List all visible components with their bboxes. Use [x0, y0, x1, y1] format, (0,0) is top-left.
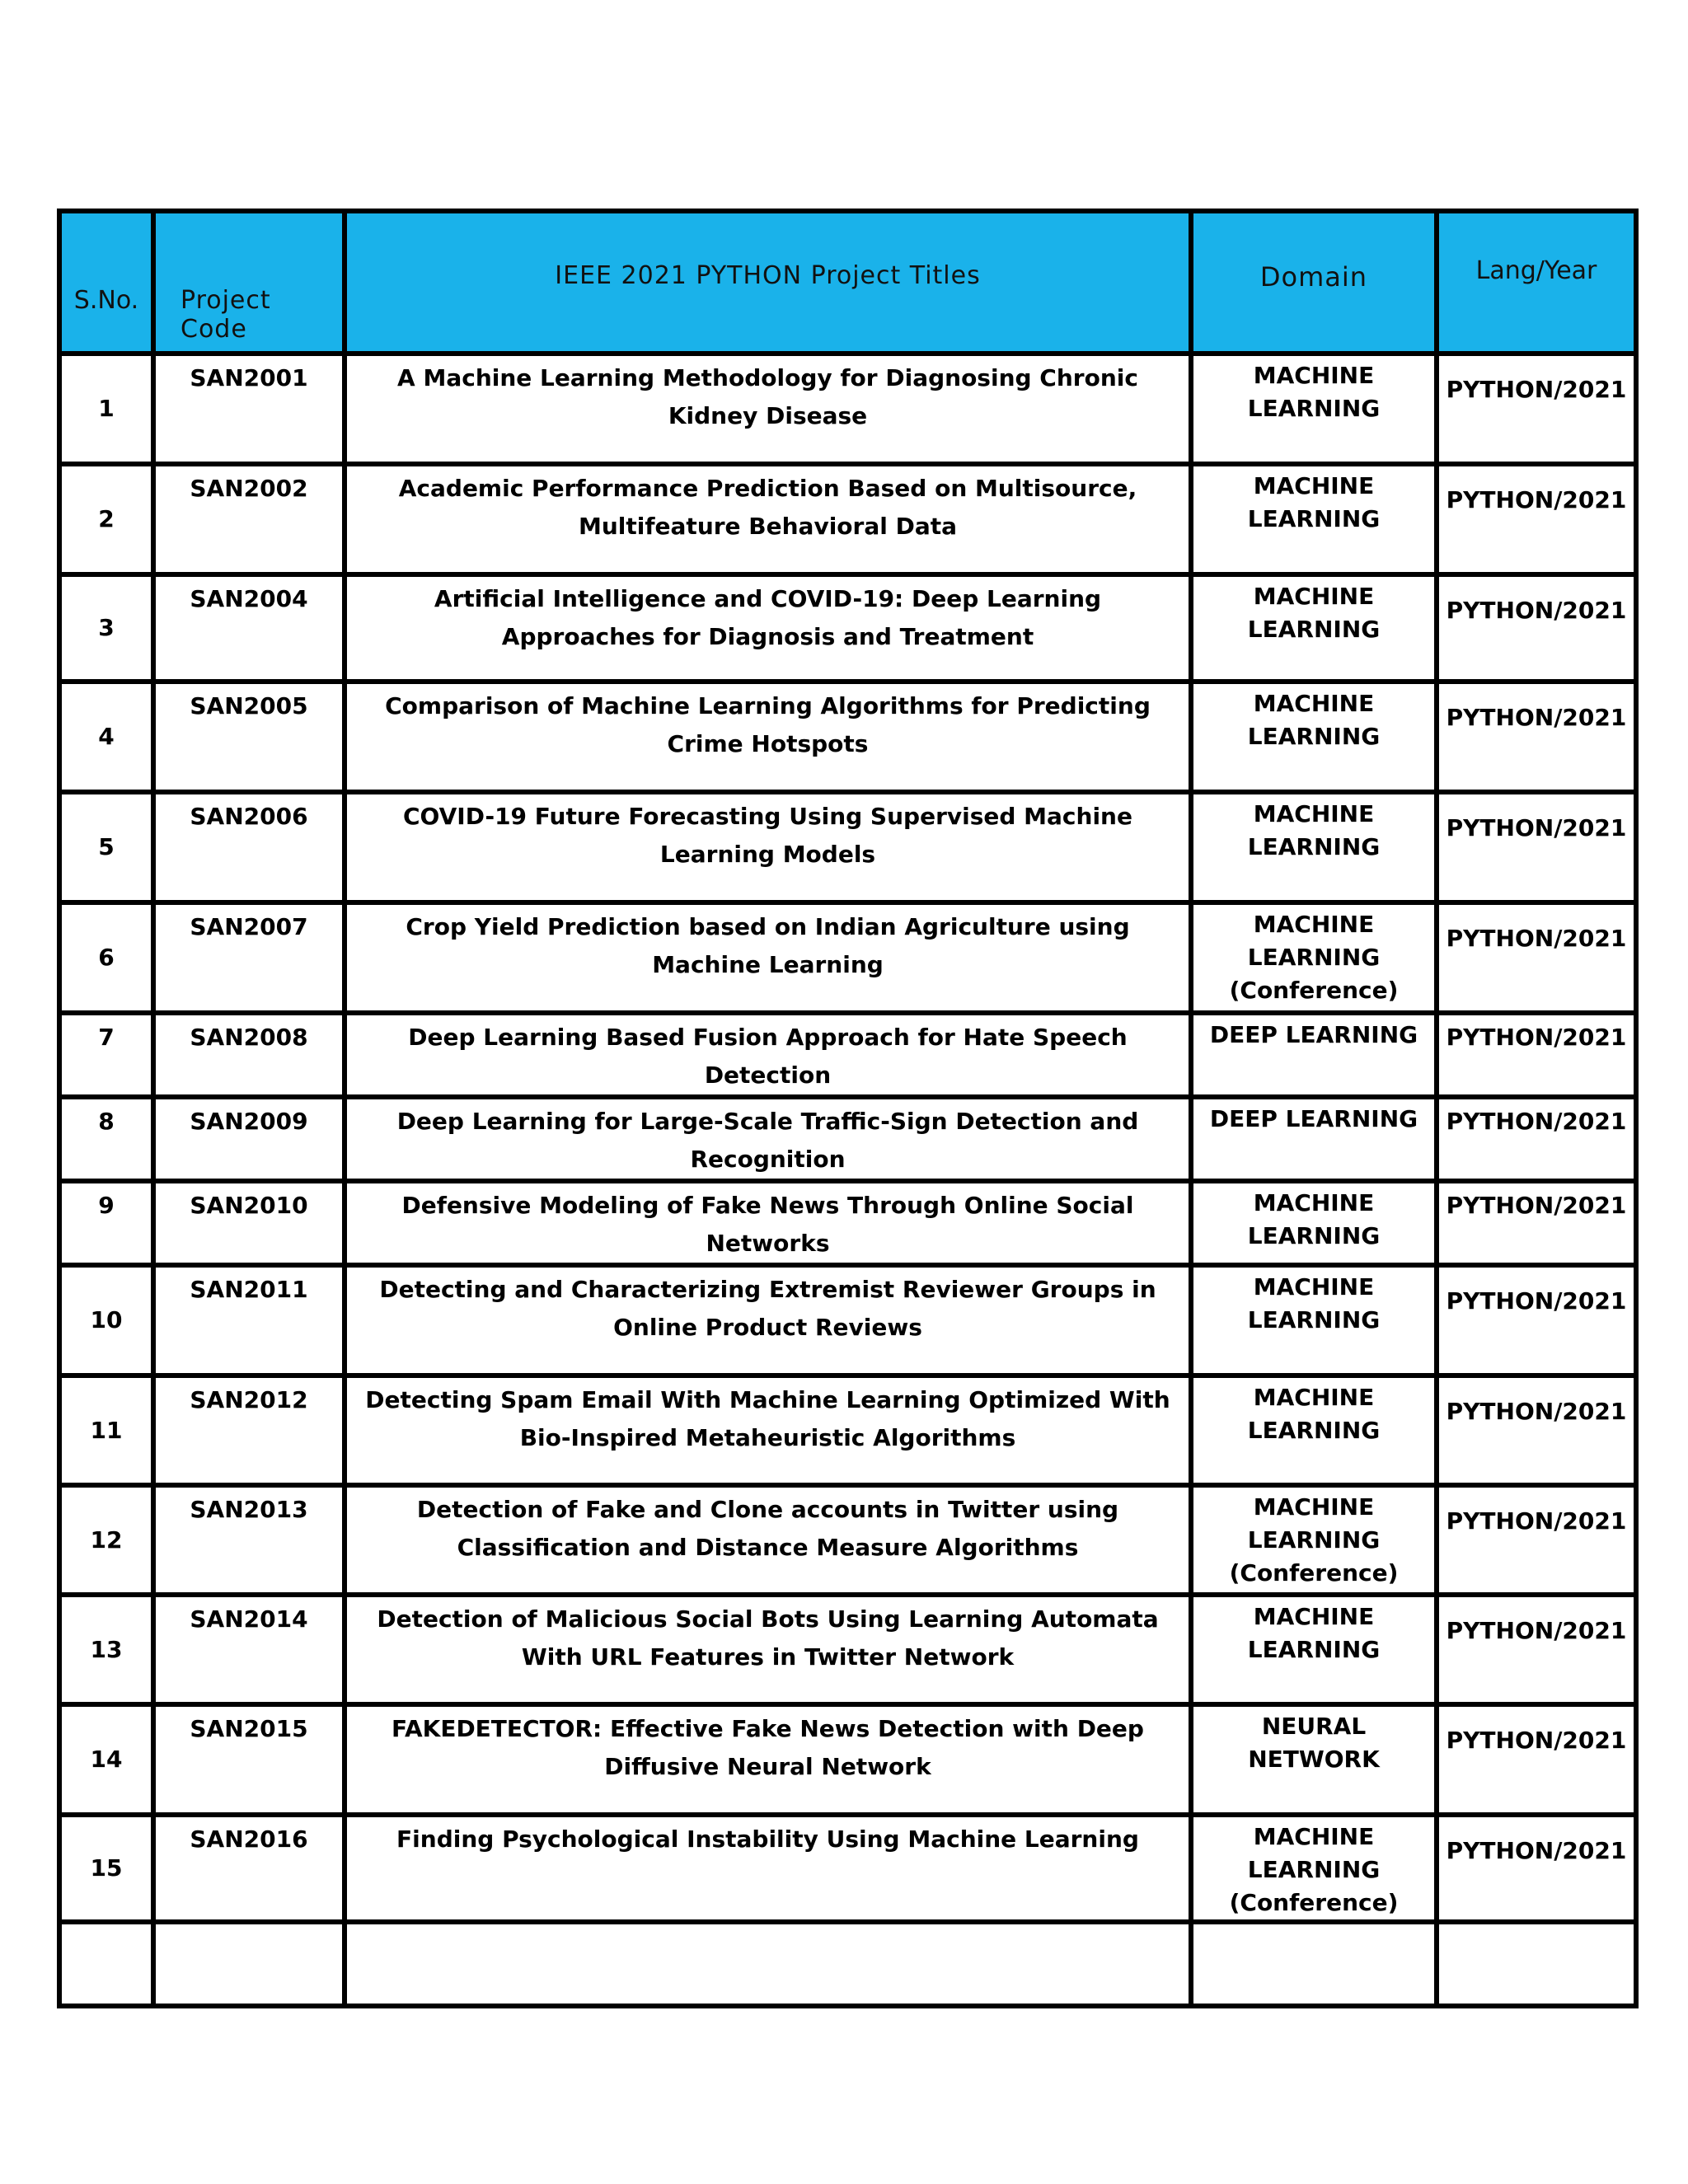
table-row	[59, 1265, 1636, 1376]
cell-lang-year: PYTHON/2021	[1437, 1097, 1636, 1181]
cell-code: SAN2013	[153, 1485, 345, 1595]
table-header-row	[59, 211, 1636, 354]
cell-title: COVID-19 Future Forecasting Using Supervised Machine Learning Models	[345, 792, 1191, 902]
empty-cell	[153, 1922, 345, 2006]
table-row	[59, 1013, 1636, 1097]
empty-table-row	[59, 1922, 1636, 2006]
cell-domain: MACHINE LEARNING	[1191, 792, 1437, 902]
cell-sno: 2	[59, 464, 153, 574]
header-lang-year: Lang/Year	[1437, 211, 1636, 354]
cell-title: Deep Learning for Large-Scale Traffic-Sign Detection and Recognition	[345, 1097, 1191, 1181]
cell-lang-year: PYTHON/2021	[1437, 1013, 1636, 1097]
cell-lang-year: PYTHON/2021	[1437, 1265, 1636, 1376]
cell-lang-year: PYTHON/2021	[1437, 1485, 1636, 1595]
cell-title: Detection of Malicious Social Bots Using Learning Automata With URL Features in Twitter Network	[345, 1595, 1191, 1704]
cell-domain: MACHINE LEARNING	[1191, 1376, 1437, 1485]
table-row	[59, 464, 1636, 574]
cell-title: Detecting Spam Email With Machine Learning Optimized With Bio-Inspired Metaheuristic Algorithms	[345, 1376, 1191, 1485]
cell-domain: MACHINE LEARNING	[1191, 1265, 1437, 1376]
cell-code: SAN2009	[153, 1097, 345, 1181]
empty-cell	[59, 1922, 153, 2006]
cell-code: SAN2004	[153, 574, 345, 682]
table-row	[59, 1704, 1636, 1815]
cell-sno: 4	[59, 682, 153, 792]
cell-domain: DEEP LEARNING	[1191, 1013, 1437, 1097]
cell-lang-year: PYTHON/2021	[1437, 464, 1636, 574]
cell-sno: 9	[59, 1181, 153, 1265]
cell-lang-year: PYTHON/2021	[1437, 792, 1636, 902]
cell-code: SAN2008	[153, 1013, 345, 1097]
cell-lang-year: PYTHON/2021	[1437, 1815, 1636, 1922]
cell-code: SAN2015	[153, 1704, 345, 1815]
cell-title: Academic Performance Prediction Based on Multisource, Multifeature Behavioral Data	[345, 464, 1191, 574]
cell-code: SAN2005	[153, 682, 345, 792]
cell-title: A Machine Learning Methodology for Diagnosing Chronic Kidney Disease	[345, 354, 1191, 464]
table-row	[59, 682, 1636, 792]
cell-lang-year: PYTHON/2021	[1437, 574, 1636, 682]
empty-cell	[1191, 1922, 1437, 2006]
cell-sno: 5	[59, 792, 153, 902]
cell-title: Artificial Intelligence and COVID-19: Deep Learning Approaches for Diagnosis and Treatment	[345, 574, 1191, 682]
cell-title: FAKEDETECTOR: Effective Fake News Detection with Deep Diffusive Neural Network	[345, 1704, 1191, 1815]
project-list-sheet	[57, 209, 1634, 2008]
table-row	[59, 1815, 1636, 1922]
table-row	[59, 574, 1636, 682]
cell-code: SAN2007	[153, 902, 345, 1013]
cell-lang-year: PYTHON/2021	[1437, 1704, 1636, 1815]
cell-sno: 14	[59, 1704, 153, 1815]
cell-lang-year: PYTHON/2021	[1437, 682, 1636, 792]
cell-sno: 3	[59, 574, 153, 682]
cell-domain: MACHINE LEARNING	[1191, 682, 1437, 792]
cell-sno: 15	[59, 1815, 153, 1922]
cell-sno: 7	[59, 1013, 153, 1097]
cell-title: Crop Yield Prediction based on Indian Agriculture using Machine Learning	[345, 902, 1191, 1013]
empty-cell	[1437, 1922, 1636, 2006]
cell-domain: MACHINE LEARNING (Conference)	[1191, 902, 1437, 1013]
cell-title: Defensive Modeling of Fake News Through Online Social Networks	[345, 1181, 1191, 1265]
header-sno: S.No.	[59, 211, 153, 354]
cell-title: Finding Psychological Instability Using Machine Learning	[345, 1815, 1191, 1922]
cell-code: SAN2016	[153, 1815, 345, 1922]
cell-code: SAN2010	[153, 1181, 345, 1265]
cell-title: Comparison of Machine Learning Algorithms for Predicting Crime Hotspots	[345, 682, 1191, 792]
empty-cell	[345, 1922, 1191, 2006]
cell-domain: MACHINE LEARNING	[1191, 574, 1437, 682]
cell-code: SAN2011	[153, 1265, 345, 1376]
cell-domain: DEEP LEARNING	[1191, 1097, 1437, 1181]
header-project-code: Project Code	[153, 211, 345, 354]
cell-lang-year: PYTHON/2021	[1437, 354, 1636, 464]
cell-code: SAN2014	[153, 1595, 345, 1704]
table-row	[59, 1485, 1636, 1595]
table-row	[59, 1181, 1636, 1265]
cell-domain: MACHINE LEARNING	[1191, 1181, 1437, 1265]
project-table	[57, 209, 1639, 2008]
cell-sno: 8	[59, 1097, 153, 1181]
table-row	[59, 354, 1636, 464]
cell-domain: MACHINE LEARNING	[1191, 1595, 1437, 1704]
cell-sno: 1	[59, 354, 153, 464]
cell-sno: 6	[59, 902, 153, 1013]
cell-code: SAN2001	[153, 354, 345, 464]
table-row	[59, 1376, 1636, 1485]
cell-domain: MACHINE LEARNING (Conference)	[1191, 1485, 1437, 1595]
cell-title: Deep Learning Based Fusion Approach for Hate Speech Detection	[345, 1013, 1191, 1097]
table-row	[59, 792, 1636, 902]
cell-sno: 12	[59, 1485, 153, 1595]
cell-domain: NEURAL NETWORK	[1191, 1704, 1437, 1815]
cell-domain: MACHINE LEARNING	[1191, 354, 1437, 464]
cell-sno: 13	[59, 1595, 153, 1704]
cell-code: SAN2002	[153, 464, 345, 574]
cell-lang-year: PYTHON/2021	[1437, 902, 1636, 1013]
cell-domain: MACHINE LEARNING (Conference)	[1191, 1815, 1437, 1922]
table-row	[59, 1097, 1636, 1181]
cell-code: SAN2012	[153, 1376, 345, 1485]
cell-sno: 10	[59, 1265, 153, 1376]
table-row	[59, 902, 1636, 1013]
cell-domain: MACHINE LEARNING	[1191, 464, 1437, 574]
cell-lang-year: PYTHON/2021	[1437, 1595, 1636, 1704]
table-row	[59, 1595, 1636, 1704]
cell-lang-year: PYTHON/2021	[1437, 1376, 1636, 1485]
header-domain: Domain	[1191, 211, 1437, 354]
header-project-titles: IEEE 2021 PYTHON Project Titles	[345, 211, 1191, 354]
cell-lang-year: PYTHON/2021	[1437, 1181, 1636, 1265]
cell-sno: 11	[59, 1376, 153, 1485]
cell-title: Detecting and Characterizing Extremist Reviewer Groups in Online Product Reviews	[345, 1265, 1191, 1376]
cell-title: Detection of Fake and Clone accounts in Twitter using Classification and Distance Measure Algorithms	[345, 1485, 1191, 1595]
cell-code: SAN2006	[153, 792, 345, 902]
